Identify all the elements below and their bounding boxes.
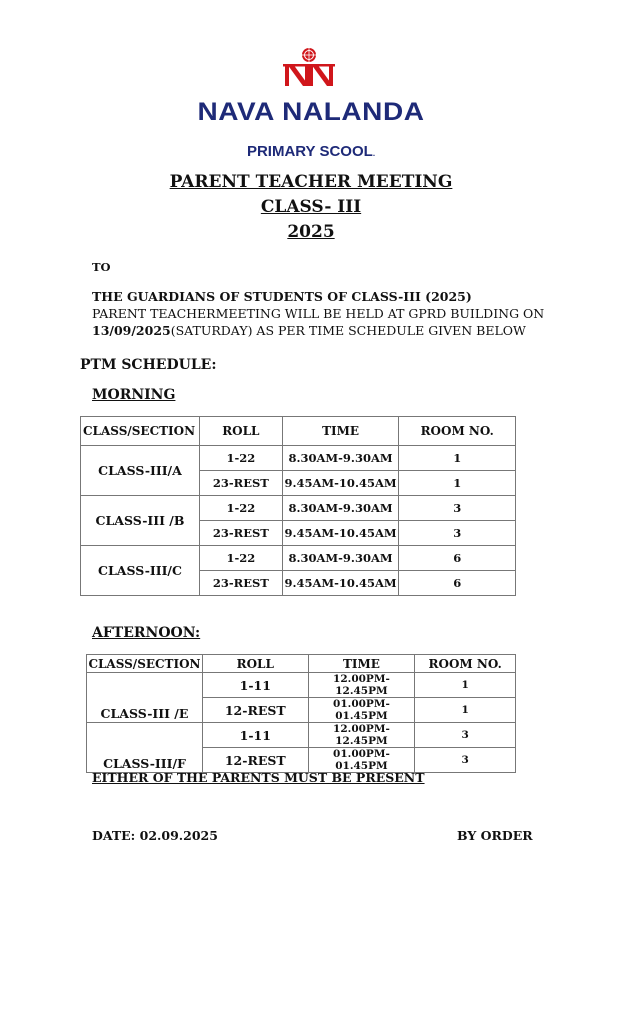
table-header-row bbox=[81, 417, 516, 446]
time-cell: 9.45AM-10.45AM bbox=[282, 521, 399, 546]
roll-cell: 23-REST bbox=[199, 521, 282, 546]
section-cell: CLASS-III/F bbox=[87, 723, 203, 773]
section-cell: CLASS-III /B bbox=[81, 496, 200, 546]
page-title: PARENT TEACHER MEETING bbox=[169, 172, 453, 192]
notice-addressee: THE GUARDIANS OF STUDENTS OF CLASS-III (2025) bbox=[92, 289, 472, 304]
roll-cell: 1-22 bbox=[199, 496, 282, 521]
subtitle-dot: . bbox=[372, 149, 376, 158]
by-order: BY ORDER bbox=[457, 828, 533, 843]
time-cell: 01.00PM-01.45PM bbox=[308, 748, 415, 773]
class-title: CLASS- III bbox=[260, 197, 362, 217]
roll-cell: 23-REST bbox=[199, 571, 282, 596]
parents-notice: EITHER OF THE PARENTS MUST BE PRESENT bbox=[92, 770, 425, 785]
notice-line: PARENT TEACHERMEETING WILL BE HELD AT GPRD BUILDING ON bbox=[92, 306, 545, 321]
roll-cell: 1-22 bbox=[199, 546, 282, 571]
column-header: ROLL bbox=[199, 417, 282, 446]
section-cell: CLASS-III/C bbox=[81, 546, 200, 596]
room-cell: 3 bbox=[415, 748, 516, 773]
morning-heading: MORNING bbox=[92, 387, 176, 403]
room-cell: 1 bbox=[415, 698, 516, 723]
table-row bbox=[81, 546, 516, 571]
section-cell: CLASS-III/A bbox=[81, 446, 200, 496]
room-cell: 6 bbox=[399, 571, 516, 596]
time-cell: 12.00PM-12.45PM bbox=[308, 673, 415, 698]
column-header: ROOM NO. bbox=[415, 655, 516, 673]
to-label: TO bbox=[92, 260, 111, 274]
section-cell: CLASS-III /E bbox=[87, 673, 203, 723]
afternoon-schedule-table bbox=[86, 654, 516, 773]
time-cell: 12.00PM-12.45PM bbox=[308, 723, 415, 748]
room-cell: 1 bbox=[415, 673, 516, 698]
roll-cell: 1-22 bbox=[199, 446, 282, 471]
table-header-row bbox=[87, 655, 516, 673]
notice-line-rest: (SATURDAY) AS PER TIME SCHEDULE GIVEN BELOW bbox=[170, 323, 526, 338]
table-row bbox=[87, 673, 516, 698]
room-cell: 1 bbox=[399, 446, 516, 471]
roll-cell: 12-REST bbox=[202, 748, 308, 773]
column-header: CLASS/SECTION bbox=[88, 656, 201, 671]
notice-line-date bbox=[92, 322, 544, 339]
column-header: TIME bbox=[308, 655, 415, 673]
room-cell: 3 bbox=[399, 521, 516, 546]
room-cell: 6 bbox=[399, 546, 516, 571]
meeting-date: 13/09/2025 bbox=[92, 323, 171, 338]
time-cell: 9.45AM-10.45AM bbox=[282, 571, 399, 596]
roll-cell: 1-11 bbox=[202, 723, 308, 748]
room-cell: 1 bbox=[399, 471, 516, 496]
school-logo-icon bbox=[283, 46, 335, 88]
time-cell: 01.00PM-01.45PM bbox=[308, 698, 415, 723]
notice-text bbox=[92, 288, 544, 339]
table-row bbox=[81, 496, 516, 521]
issue-date: DATE: 02.09.2025 bbox=[92, 828, 218, 843]
morning-schedule-table bbox=[80, 416, 516, 596]
room-cell: 3 bbox=[415, 723, 516, 748]
table-row bbox=[87, 723, 516, 748]
roll-cell: 12-REST bbox=[202, 698, 308, 723]
column-header: ROOM NO. bbox=[399, 417, 516, 446]
time-cell: 8.30AM-9.30AM bbox=[282, 446, 399, 471]
subtitle-text: PRIMARY SCOOL bbox=[246, 143, 373, 160]
time-cell: 8.30AM-9.30AM bbox=[282, 496, 399, 521]
column-header: CLASS/SECTION bbox=[81, 417, 200, 446]
school-name: NAVA NALANDA bbox=[197, 98, 425, 126]
time-cell: 8.30AM-9.30AM bbox=[282, 546, 399, 571]
roll-cell: 1-11 bbox=[202, 673, 308, 698]
year-title: 2025 bbox=[287, 222, 335, 242]
time-cell: 9.45AM-10.45AM bbox=[282, 471, 399, 496]
afternoon-heading: AFTERNOON: bbox=[92, 625, 201, 641]
room-cell: 3 bbox=[399, 496, 516, 521]
roll-cell: 23-REST bbox=[199, 471, 282, 496]
school-subtitle bbox=[0, 143, 622, 160]
column-header: TIME bbox=[282, 417, 399, 446]
column-header: ROLL bbox=[202, 655, 308, 673]
schedule-heading: PTM SCHEDULE: bbox=[80, 357, 217, 373]
table-row bbox=[81, 446, 516, 471]
